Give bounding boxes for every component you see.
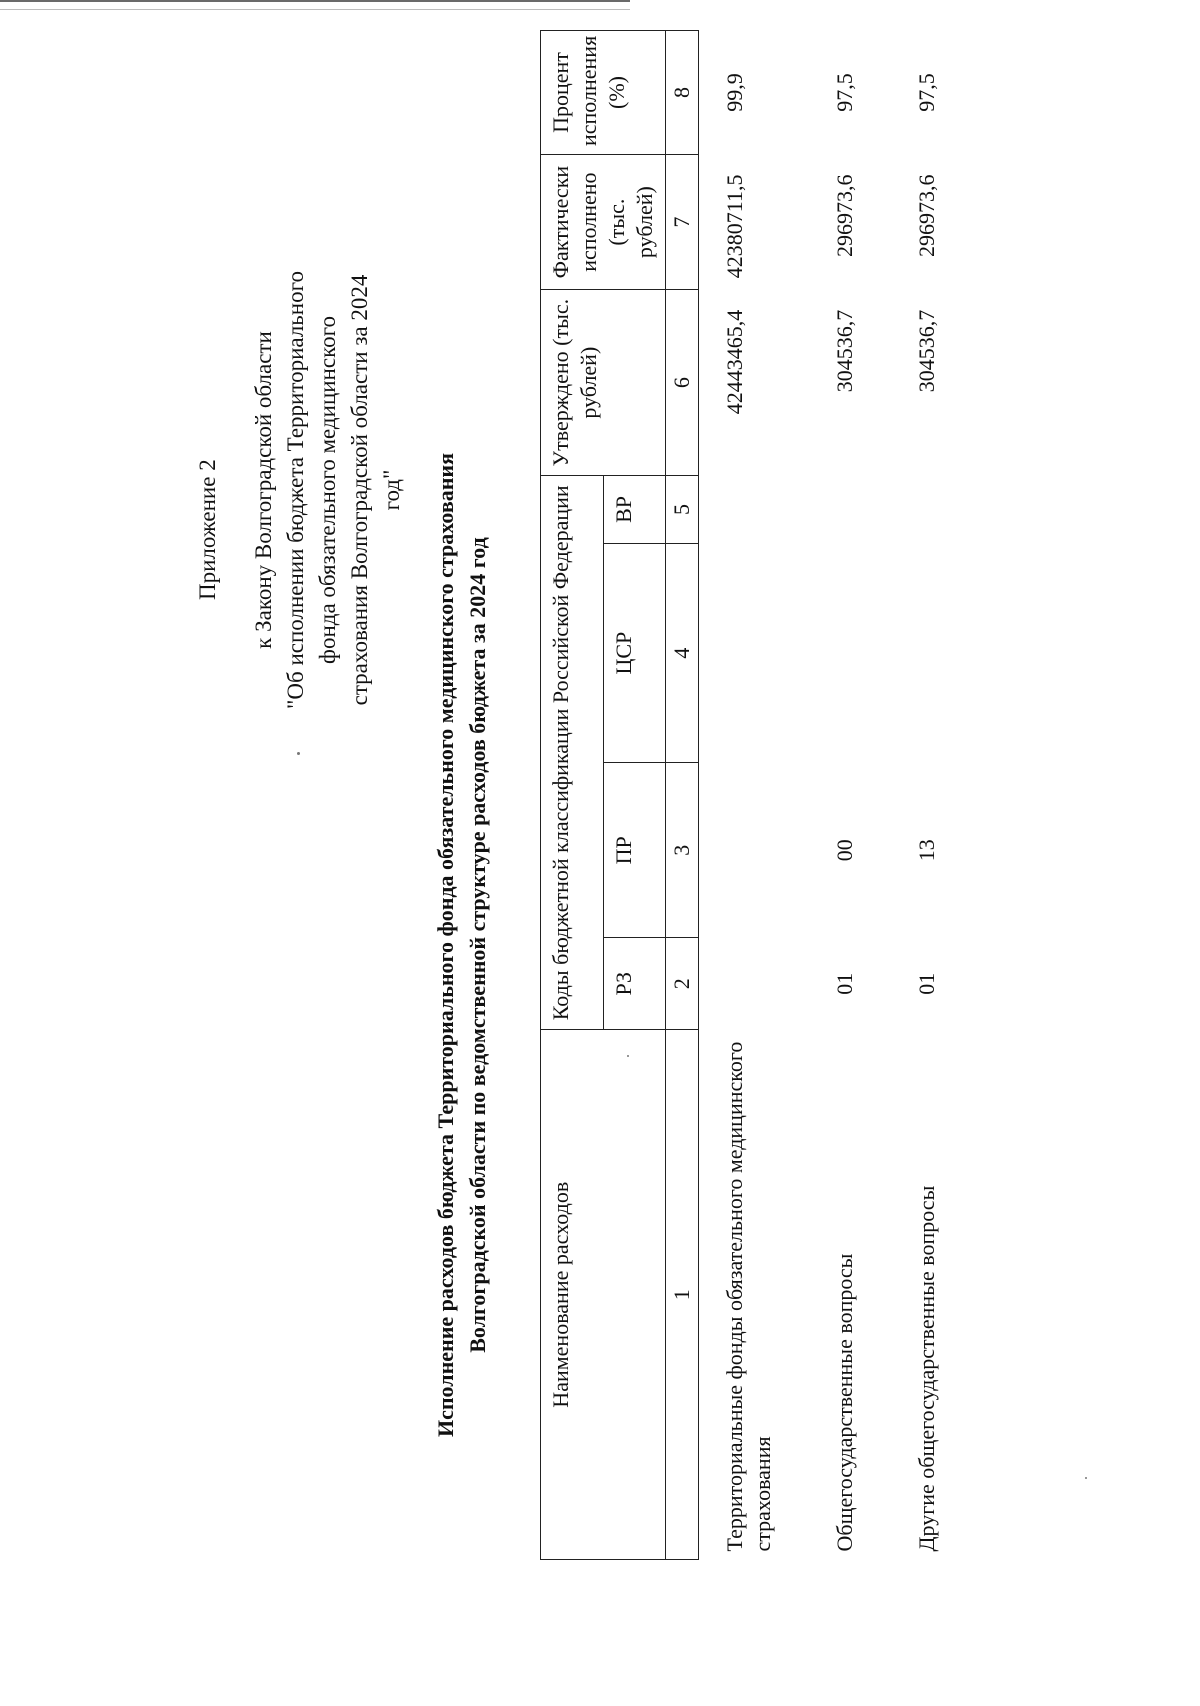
header-name: Наименование расходов — [541, 1030, 666, 1560]
row-approved: 304536,7 — [832, 309, 857, 393]
row-name: Общегосударственные вопросы — [832, 1253, 857, 1552]
scan-edge-line — [0, 0, 630, 2]
column-number: 8 — [666, 31, 699, 155]
row-csr — [791, 543, 873, 763]
table-row — [699, 31, 792, 1560]
header-classification-codes: Коды бюджетной классификации Российской Федерации — [541, 476, 604, 1030]
header-pr: ПР — [603, 763, 666, 938]
row-actual: 296973,6 — [832, 174, 857, 257]
row-csr — [699, 543, 792, 763]
table-row — [791, 31, 873, 1560]
row-percent: 97,5 — [832, 73, 857, 112]
row-vr — [699, 476, 792, 544]
column-number: 3 — [666, 763, 699, 938]
rotated-document-page — [20, 30, 1120, 1630]
header-rz: РЗ — [603, 938, 666, 1030]
expenditure-table — [540, 30, 955, 1560]
row-rz: 01 — [832, 972, 857, 995]
row-approved: 304536,7 — [914, 309, 939, 393]
column-number: 7 — [666, 155, 699, 290]
table-row — [873, 31, 955, 1560]
column-number: 6 — [666, 290, 699, 476]
row-csr — [873, 543, 955, 763]
row-vr — [873, 476, 955, 544]
header-percent: Процент исполнения (%) — [541, 31, 666, 155]
annex-reference — [248, 260, 408, 720]
row-actual: 42380711,5 — [722, 174, 747, 279]
document-title-line-2: Волгоградской области по ведомственной структуре расходов бюджета за 2024 год — [465, 537, 490, 1353]
row-rz — [699, 938, 792, 1030]
row-pr — [699, 763, 792, 938]
row-pr: 00 — [832, 839, 857, 862]
header-vr: ВР — [603, 476, 666, 544]
annex-line-2: "Об исполнении бюджета Территориального — [283, 271, 308, 709]
document-title — [430, 340, 494, 1550]
row-pr: 13 — [914, 839, 939, 862]
document-title-line-1: Исполнение расходов бюджета Территориального фонда обязательного медицинского страхования — [433, 452, 458, 1438]
row-name: Другие общегосударственные вопросы — [914, 1185, 939, 1552]
header-actual: Фактически исполнено (тыс. рублей) — [541, 155, 666, 290]
annex-line-3: фонда обязательного медицинского — [315, 316, 340, 664]
annex-line-4: страхования Волгоградской области за 2024 год" — [347, 274, 404, 706]
row-rz: 01 — [914, 972, 939, 995]
header-approved: Утверждено (тыс. рублей) — [541, 290, 666, 476]
row-approved: 42443465,4 — [722, 309, 747, 415]
row-percent: 99,9 — [722, 73, 747, 112]
column-number: 4 — [666, 543, 699, 763]
row-name: Территориальные фонды обязательного медицинского страхования — [722, 1041, 775, 1552]
row-percent: 97,5 — [914, 73, 939, 112]
row-actual: 296973,6 — [914, 174, 939, 257]
column-number: 5 — [666, 476, 699, 544]
annex-line-1: к Закону Волгоградской области — [251, 331, 276, 649]
column-number: 1 — [666, 1030, 699, 1560]
header-csr: ЦСР — [603, 543, 666, 763]
row-vr — [791, 476, 873, 544]
annex-number: Приложение 2 — [195, 459, 220, 600]
scan-edge-line-faint — [0, 9, 630, 10]
column-number: 2 — [666, 938, 699, 1030]
